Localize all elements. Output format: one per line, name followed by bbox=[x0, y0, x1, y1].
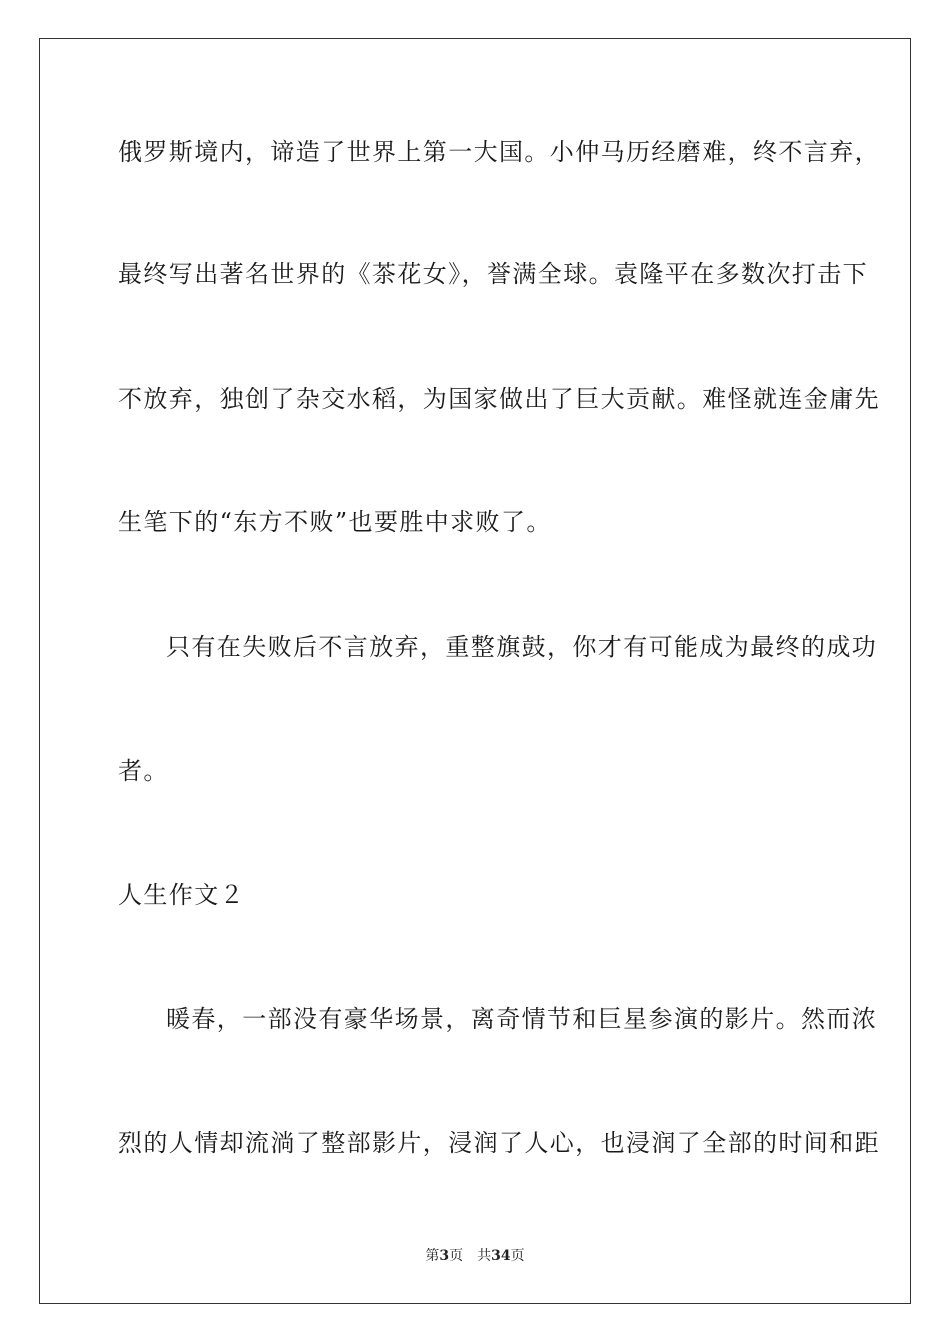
text-line-8: 烈的人情却流淌了整部影片，浸润了人心，也浸润了全部的时间和距 bbox=[118, 1129, 880, 1157]
page-frame bbox=[39, 38, 911, 1304]
total-pages: 34 bbox=[491, 1248, 511, 1264]
text-line-6: 者。 bbox=[118, 757, 169, 785]
section-heading: 人生作文２ bbox=[118, 881, 245, 909]
text-line-7: 暖春，一部没有豪华场景，离奇情节和巨星参演的影片。然而浓 bbox=[166, 1005, 878, 1033]
page-suffix: 页 bbox=[449, 1248, 464, 1264]
total-suffix: 页 bbox=[510, 1248, 525, 1264]
text-line-5: 只有在失败后不言放弃，重整旗鼓，你才有可能成为最终的成功 bbox=[166, 633, 878, 661]
page-footer bbox=[0, 1247, 950, 1265]
total-prefix: 共 bbox=[477, 1248, 492, 1264]
text-line-1: 俄罗斯境内，谛造了世界上第一大国。小仲马历经磨难，终不言弃， bbox=[118, 138, 880, 166]
text-line-2: 最终写出著名世界的《茶花女》，誉满全球。袁隆平在多数次打击下 bbox=[118, 260, 868, 288]
text-line-4: 生笔下的“东方不败”也要胜中求败了。 bbox=[118, 508, 552, 536]
text-line-3: 不放弃，独创了杂交水稻，为国家做出了巨大贡献。难怪就连金庸先 bbox=[118, 385, 880, 413]
page-prefix: 第 bbox=[425, 1248, 440, 1264]
page-number: 3 bbox=[439, 1248, 450, 1264]
